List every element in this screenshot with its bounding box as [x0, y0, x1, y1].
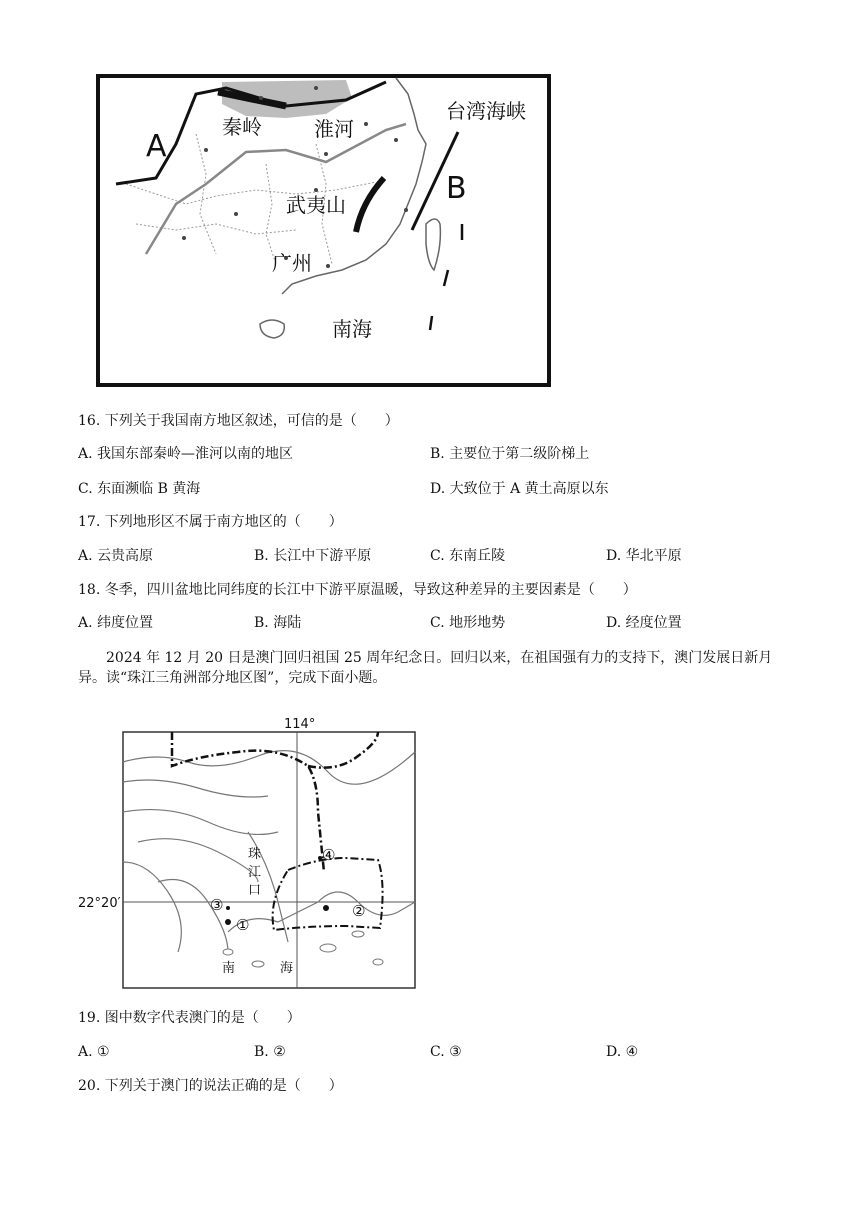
- q16-option-a[interactable]: A. 我国东部秦岭—淮河以南的地区: [78, 446, 294, 462]
- city-dot-3: [226, 906, 230, 910]
- q17-option-a[interactable]: A. 云贵高原: [78, 548, 154, 564]
- label-taiwan-strait: 台湾海峡: [446, 99, 526, 123]
- estuary-char-3: 口: [248, 883, 262, 898]
- q19-option-d[interactable]: D. ④: [606, 1044, 639, 1060]
- city-dot-2: [323, 905, 329, 911]
- q18-option-c[interactable]: C. 地形地势: [430, 615, 506, 631]
- q20-stem: 20. 下列关于澳门的说法正确的是（ ）: [78, 1078, 343, 1094]
- city-dot-1: [225, 919, 231, 925]
- label-wuyishan: 武夷山: [286, 193, 346, 217]
- label-qinling: 秦岭: [222, 115, 262, 139]
- q17-option-c[interactable]: C. 东南丘陵: [430, 548, 506, 564]
- label-huaihe: 淮河: [314, 117, 354, 141]
- q18-option-d[interactable]: D. 经度位置: [606, 615, 682, 631]
- q19-option-c[interactable]: C. ③: [430, 1044, 462, 1060]
- estuary-char-1: 珠: [248, 847, 262, 862]
- q16-option-b[interactable]: B. 主要位于第二级阶梯上: [430, 446, 590, 462]
- q19-option-a[interactable]: A. ①: [78, 1044, 110, 1060]
- q16-option-c[interactable]: C. 东面濒临 B 黄海: [78, 481, 201, 497]
- q17-stem: 17. 下列地形区不属于南方地区的（ ）: [78, 514, 343, 530]
- sea-char-2: 海: [280, 961, 294, 976]
- passage-text: 2024 年 12 月 20 日是澳门回归祖国 25 周年纪念日。回归以来，在祖国强有力的支持下，澳门发展日新月异。读“珠江三角洲部分地区图”，完成下面小题。: [78, 650, 773, 686]
- label-a: A: [146, 129, 167, 164]
- label-b: B: [446, 171, 467, 206]
- q19-stem: 19. 图中数字代表澳门的是（ ）: [78, 1010, 301, 1026]
- q16-stem: 16. 下列关于我国南方地区叙述，可信的是（ ）: [78, 413, 399, 429]
- q18-stem: 18. 冬季，四川盆地比同纬度的长江中下游平原温暖，导致这种差异的主要因素是（ ）: [78, 582, 637, 598]
- marker-3: ③: [210, 896, 224, 914]
- label-nanhai: 南海: [332, 317, 372, 341]
- longitude-label: 114°: [284, 717, 316, 732]
- q19-option-b[interactable]: B. ②: [254, 1044, 286, 1060]
- estuary-char-2: 江: [248, 865, 262, 880]
- q16-option-d[interactable]: D. 大致位于 A 黄土高原以东: [430, 481, 609, 497]
- label-guangzhou: 广州: [272, 251, 312, 275]
- marker-4: ④: [322, 846, 336, 864]
- q18-option-a[interactable]: A. 纬度位置: [78, 615, 154, 631]
- q17-option-b[interactable]: B. 长江中下游平原: [254, 548, 372, 564]
- q18-option-b[interactable]: B. 海陆: [254, 615, 302, 631]
- pearl-river-delta-map: [78, 712, 428, 994]
- sea-char-1: 南: [222, 961, 236, 976]
- q17-option-d[interactable]: D. 华北平原: [606, 548, 682, 564]
- southern-china-map: [96, 74, 551, 387]
- marker-1: ①: [236, 916, 250, 934]
- marker-2: ②: [352, 902, 366, 920]
- latitude-label: 22°20′: [78, 896, 121, 911]
